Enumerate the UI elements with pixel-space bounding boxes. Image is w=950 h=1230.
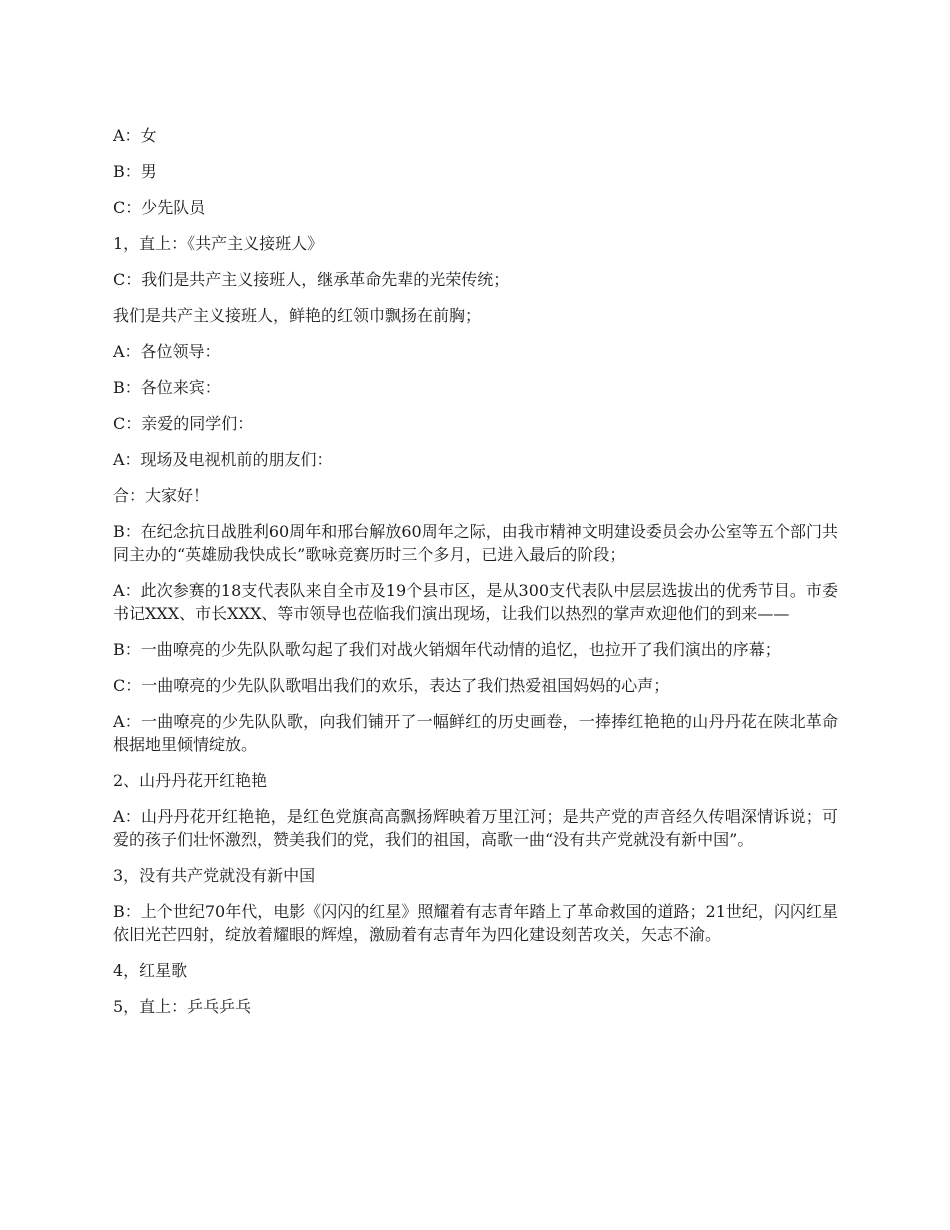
script-line: A：一曲嘹亮的少先队队歌，向我们铺开了一幅鲜红的历史画卷，一捧捧红艳艳的山丹丹花在陕北革命根据地里倾情绽放。	[113, 712, 838, 754]
program-item-5: 5，直上：乒乓乒乓	[113, 997, 252, 1016]
script-line: A：现场及电视机前的朋友们：	[113, 450, 333, 469]
script-line: C：我们是共产主义接班人，继承革命先辈的光荣传统；	[113, 270, 510, 289]
program-item-2: 2、山丹丹花开红艳艳	[113, 771, 268, 790]
script-line: B：在纪念抗日战胜利60周年和邢台解放60周年之际，由我市精神文明建设委员会办公室等五个部门共同主办的“英雄励我快成长”歌咏竞赛历时三个多月，已进入最后的阶段；	[113, 522, 838, 564]
script-line: A：各位领导：	[113, 342, 221, 361]
role-a-label: A：女	[113, 126, 157, 145]
script-line: B：一曲嘹亮的少先队队歌勾起了我们对战火销烟年代动情的追忆，也拉开了我们演出的序幕；	[113, 640, 781, 659]
script-line: 我们是共产主义接班人，鲜艳的红领巾飘扬在前胸；	[113, 306, 482, 325]
program-item-4: 4，红星歌	[113, 961, 188, 980]
script-line: B：上个世纪70年代，电影《闪闪的红星》照耀着有志青年踏上了革命救国的道路；21世纪，闪闪红星依旧光芒四射，绽放着耀眼的辉煌，激励着有志青年为四化建设刻苦攻关，矢志不渝。	[113, 902, 838, 944]
script-line: B：各位来宾：	[113, 378, 221, 397]
script-line: A：山丹丹花开红艳艳，是红色党旗高高飘扬辉映着万里江河；是共产党的声音经久传唱深情诉说；可爱的孩子们壮怀激烈，赞美我们的党，我们的祖国，高歌一曲“没有共产党就没有新中国”。	[113, 807, 838, 849]
script-line: 合：大家好！	[113, 486, 210, 505]
program-item-3: 3，没有共产党就没有新中国	[113, 866, 316, 885]
document-page	[113, 124, 838, 1031]
script-line: A：此次参赛的18支代表队来自全市及19个县市区，是从300支代表队中层层选拔出的优秀节目。市委书记XXX、市长XXX、等市领导也莅临我们演出现场，让我们以热烈的掌声欢迎他们的到来——	[113, 581, 838, 623]
script-line: C：一曲嘹亮的少先队队歌唱出我们的欢乐，表达了我们热爱祖国妈妈的心声；	[113, 676, 670, 695]
script-line: C：亲爱的同学们：	[113, 414, 254, 433]
program-item-1: 1，直上：《共产主义接班人》	[113, 234, 324, 253]
role-b-label: B：男	[113, 162, 157, 181]
role-c-label: C：少先队员	[113, 198, 206, 217]
